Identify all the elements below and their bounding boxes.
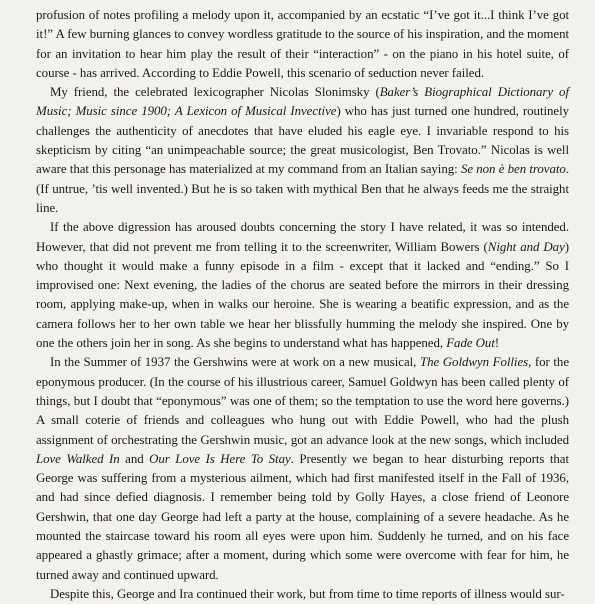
text-run: . (If untrue, ’tis well invented.) But he is so taken with mythical Ben that he always feeds me the straight line.: [36, 162, 569, 215]
italic-title: Baker’s Biographical Dictionary of Music; Music since 1900; A Lexicon of Musical Invective: [36, 85, 569, 119]
text-run: , for the eponymous producer. (In the course of his illustrious career, Samuel Goldwyn has been called plenty of things, but I doubt that “eponymous” was one of them; so the temptation to use the word here governs.) A small coterie of friends and colleagues who hung out with Eddie Powell, who had the plush assignment of orchestrating the Gershwin music, got an advance look at the new songs, which included: [36, 355, 569, 447]
text-run: My friend, the celebrated lexicographer Nicolas Slonimsky (: [50, 85, 380, 100]
italic-title: Night and Day: [487, 239, 565, 254]
italic-title: Our Love Is Here To Stay: [149, 451, 291, 466]
italic-title: Love Walked In: [36, 451, 120, 466]
text-run: . Presently we began to hear disturbing reports that George was suffering from a mysterious ailment, which had first manifested itself in the Fall of 1936, and had since defied diagnosis. I remember being told by Golly Hayes, a close friend of Leonore Gershwin, that one day George had left a party at the house, complaining of a severe headache. As he mounted the staircase toward his room all eyes were upon him. Suddenly he turned, and on his face appeared a ghastly grimace; after a moment, during which some were overcome with fear for him, he turned away and continued upward.: [36, 451, 570, 582]
text-run: In the Summer of 1937 the Gershwins were at work on a new musical,: [50, 355, 420, 370]
text-run: and: [119, 451, 150, 466]
paragraph-4: [36, 353, 569, 585]
italic-title: The Goldwyn Follies: [419, 355, 529, 370]
text-run: ) who thought it would make a funny episode in a film - except that it lacked and “ending.” So I improvised one: Next evening, the ladies of the chorus are seated before the mirrors in their dressing room, applying make-up, when in walks our heroine. She is wearing a beatific expression, and as the camera follows her to her own table we hear her blissfully humming the melody she inspired. One by one the others join her in song. As she begins to understand what has happened,: [36, 239, 569, 351]
paragraph-2: [36, 83, 569, 218]
text-run: Despite this, George and Ira continued their work, but from time to time reports of illness would sur-: [50, 586, 565, 601]
text-run: profusion of notes profiling a melody upon it, accompanied by an ecstatic “I’ve got it...I think I’ve got it!” A few burning glances to convey wordless gratitude to the source of his inspiration, and the moment for an invitation to hear him play the result of their “interaction” - on the piano in his hotel suite, of course - has arrived. According to Eddie Powell, this scenario of seduction never failed.: [36, 8, 569, 80]
text-run: If the above digression has aroused doubts concerning the story I have related, it was so intended. However, that did not prevent me from telling it to the screenwriter, William Bowers (: [36, 220, 569, 254]
paragraph-3: [36, 218, 569, 353]
paragraph-1: [36, 6, 569, 83]
paragraph-5: [36, 585, 569, 604]
text-run: !: [494, 336, 500, 351]
italic-title: Se non è ben trovato: [460, 162, 566, 177]
italic-title: Fade Out: [446, 336, 495, 351]
text-run: ) who has just turned one hundred, routinely challenges the authenticity of anecdotes that have eluded his eagle eye. I invariable respond to his skepticism by citing “an unimpeachable source; the great musicologist, Ben Trovato.” Nicolas is well aware that this personage has materialized at my command from an Italian saying:: [36, 104, 569, 177]
